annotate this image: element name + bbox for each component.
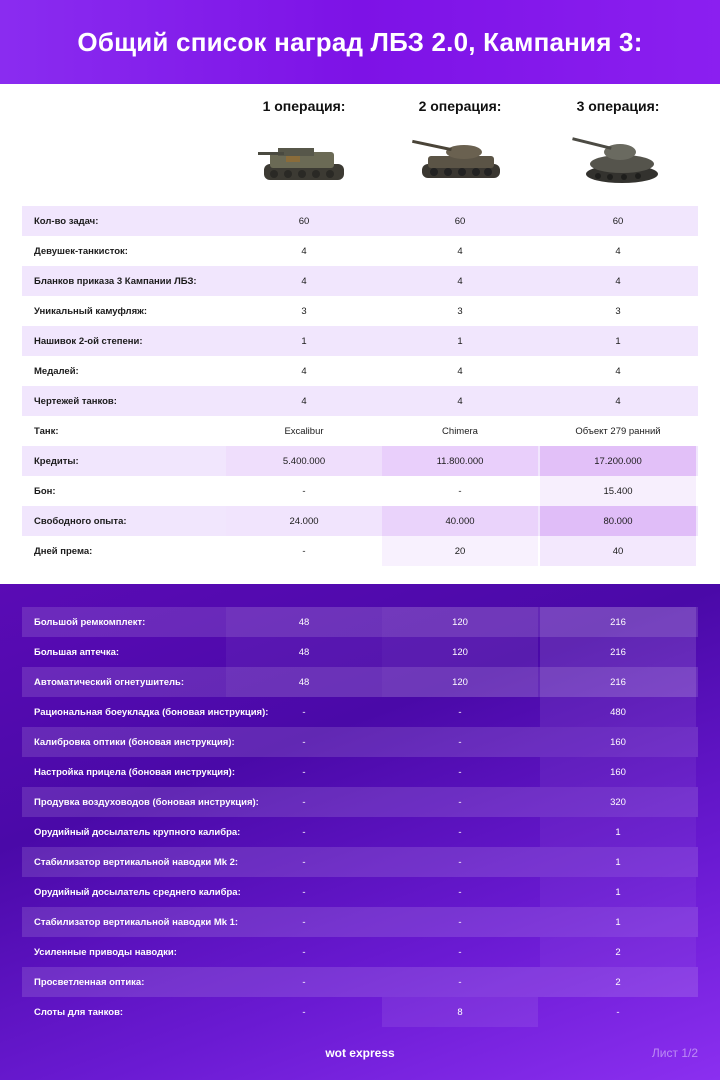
row-value: - [302, 1006, 306, 1018]
row-value: 60 [454, 215, 466, 227]
table-row [22, 326, 698, 356]
row-value: - [302, 916, 306, 928]
operation-title: 3 операция: [576, 98, 660, 114]
row-value: 4 [457, 365, 463, 377]
row-value: 80.000 [540, 506, 696, 536]
row-value: 4 [301, 275, 307, 287]
top-section [0, 84, 720, 584]
table-row [22, 476, 698, 506]
row-value: 60 [612, 215, 624, 227]
page-indicator: Лист 1/2 [651, 1046, 698, 1060]
row-value: 4 [301, 395, 307, 407]
row-value: - [302, 886, 306, 898]
row-label: Кол-во задач: [34, 215, 99, 227]
row-value: 120 [382, 637, 538, 667]
row-value: 120 [382, 607, 538, 637]
row-value: - [458, 706, 462, 718]
row-value: - [302, 826, 306, 838]
table-row [22, 266, 698, 296]
table-row [22, 506, 698, 536]
row-value: 4 [615, 275, 621, 287]
row-value: 1 [615, 335, 621, 347]
row-label: Кредиты: [34, 455, 79, 467]
row-label: Дней према: [34, 545, 93, 557]
page-title: Общий список наград ЛБЗ 2.0, Кампания 3: [77, 26, 643, 57]
table-row [22, 536, 698, 566]
table-row [22, 907, 698, 937]
table-row [22, 667, 698, 697]
row-value: Chimera [442, 425, 478, 437]
row-label: Усиленные приводы наводки: [34, 946, 177, 958]
table-row [22, 296, 698, 326]
row-label: Большая аптечка: [34, 646, 120, 658]
table-row [22, 697, 698, 727]
row-value: - [458, 946, 462, 958]
row-value: 120 [382, 667, 538, 697]
row-value: - [458, 796, 462, 808]
row-value: - [458, 766, 462, 778]
row-value: - [458, 736, 462, 748]
row-value: 24.000 [226, 506, 382, 536]
tank-heavy-icon [412, 130, 508, 192]
row-label: Свободного опыта: [34, 515, 127, 527]
table-row [22, 446, 698, 476]
row-value: 4 [457, 245, 463, 257]
operation-3 [540, 98, 696, 197]
row-label: Автоматический огнетушитель: [34, 676, 185, 688]
row-value: - [616, 1006, 620, 1018]
table-row [22, 637, 698, 667]
top-rewards-table [22, 206, 698, 566]
row-value: 1 [457, 335, 463, 347]
table-row [22, 817, 698, 847]
row-label: Большой ремкомплект: [34, 616, 146, 628]
table-row [22, 997, 698, 1027]
row-label: Нашивок 2-ой степени: [34, 335, 143, 347]
tank-heavy2-icon [570, 130, 666, 192]
row-value: 3 [301, 305, 307, 317]
operation-title: 1 операция: [262, 98, 346, 114]
row-value: - [458, 856, 462, 868]
row-value: 480 [540, 697, 696, 727]
row-label: Рациональная боеукладка (боновая инструкция): [34, 706, 269, 718]
row-label: Продувка воздуховодов (боновая инструкция): [34, 796, 259, 808]
row-value: 1 [540, 817, 696, 847]
row-value: 48 [226, 607, 382, 637]
row-value: 40 [540, 536, 696, 566]
table-row [22, 937, 698, 967]
row-value: 4 [301, 365, 307, 377]
row-label: Медалей: [34, 365, 79, 377]
row-value: 320 [610, 796, 626, 808]
row-value: 160 [610, 736, 626, 748]
row-label: Калибровка оптики (боновая инструкция): [34, 736, 235, 748]
row-value: - [302, 706, 306, 718]
row-value: 1 [615, 916, 621, 928]
row-value: 20 [382, 536, 538, 566]
row-value: 1 [301, 335, 307, 347]
row-value: - [302, 856, 306, 868]
row-value: 216 [540, 667, 696, 697]
row-value: 4 [457, 275, 463, 287]
table-row [22, 236, 698, 266]
row-value: 5.400.000 [226, 446, 382, 476]
operation-2 [382, 98, 538, 197]
table-row [22, 877, 698, 907]
row-label: Чертежей танков: [34, 395, 117, 407]
tank-td-icon [256, 130, 352, 192]
row-value: 216 [540, 637, 696, 667]
row-value: - [302, 766, 306, 778]
table-row [22, 967, 698, 997]
table-row [22, 416, 698, 446]
row-label: Орудийный досылатель крупного калибра: [34, 826, 241, 838]
page-header [0, 0, 720, 84]
table-row [22, 847, 698, 877]
table-row [22, 757, 698, 787]
row-value: 216 [540, 607, 696, 637]
table-row [22, 607, 698, 637]
row-value: 3 [615, 305, 621, 317]
row-value: 17.200.000 [540, 446, 696, 476]
row-label: Стабилизатор вертикальной наводки Mk 2: [34, 856, 239, 868]
row-value: 4 [301, 245, 307, 257]
row-value: 4 [615, 365, 621, 377]
row-value: - [458, 916, 462, 928]
row-label: Уникальный камуфляж: [34, 305, 148, 317]
row-label: Слоты для танков: [34, 1006, 124, 1018]
row-value: 2 [540, 937, 696, 967]
bottom-section [0, 584, 720, 1080]
row-value: 8 [382, 997, 538, 1027]
row-value: Объект 279 ранний [575, 425, 661, 437]
row-value: 2 [615, 976, 621, 988]
operation-title: 2 операция: [418, 98, 502, 114]
row-value: 1 [540, 877, 696, 907]
row-value: - [302, 736, 306, 748]
row-value: 4 [615, 395, 621, 407]
row-value: 1 [615, 856, 621, 868]
table-row [22, 386, 698, 416]
row-value: - [458, 485, 462, 497]
row-label: Орудийный досылатель среднего калибра: [34, 886, 241, 898]
table-row [22, 787, 698, 817]
row-value: 15.400 [540, 476, 696, 506]
row-value: 60 [298, 215, 310, 227]
operations-header [0, 98, 720, 208]
row-value: - [302, 946, 306, 958]
row-label: Бон: [34, 485, 56, 497]
row-value: - [458, 886, 462, 898]
row-label: Стабилизатор вертикальной наводки Mk 1: [34, 916, 239, 928]
row-label: Бланков приказа 3 Кампании ЛБЗ: [34, 275, 197, 287]
row-value: 11.800.000 [382, 446, 538, 476]
row-label: Просветленная оптика: [34, 976, 145, 988]
table-row [22, 206, 698, 236]
row-value: Excalibur [284, 425, 324, 437]
table-row [22, 727, 698, 757]
row-value: 48 [226, 667, 382, 697]
row-label: Танк: [34, 425, 59, 437]
row-value: 40.000 [382, 506, 538, 536]
row-label: Настройка прицела (боновая инструкция): [34, 766, 236, 778]
row-value: - [302, 485, 306, 497]
row-value: - [302, 976, 306, 988]
row-value: - [458, 976, 462, 988]
row-value: 4 [457, 395, 463, 407]
row-label: Девушек-танкисток: [34, 245, 128, 257]
row-value: 3 [457, 305, 463, 317]
bottom-rewards-table [22, 607, 698, 1027]
table-row [22, 356, 698, 386]
row-value: - [458, 826, 462, 838]
row-value: - [302, 796, 306, 808]
row-value: 48 [226, 637, 382, 667]
row-value: 4 [615, 245, 621, 257]
row-value: 160 [540, 757, 696, 787]
brand-logo: wot express [325, 1046, 395, 1060]
row-value: - [302, 545, 306, 557]
operation-1 [226, 98, 382, 197]
